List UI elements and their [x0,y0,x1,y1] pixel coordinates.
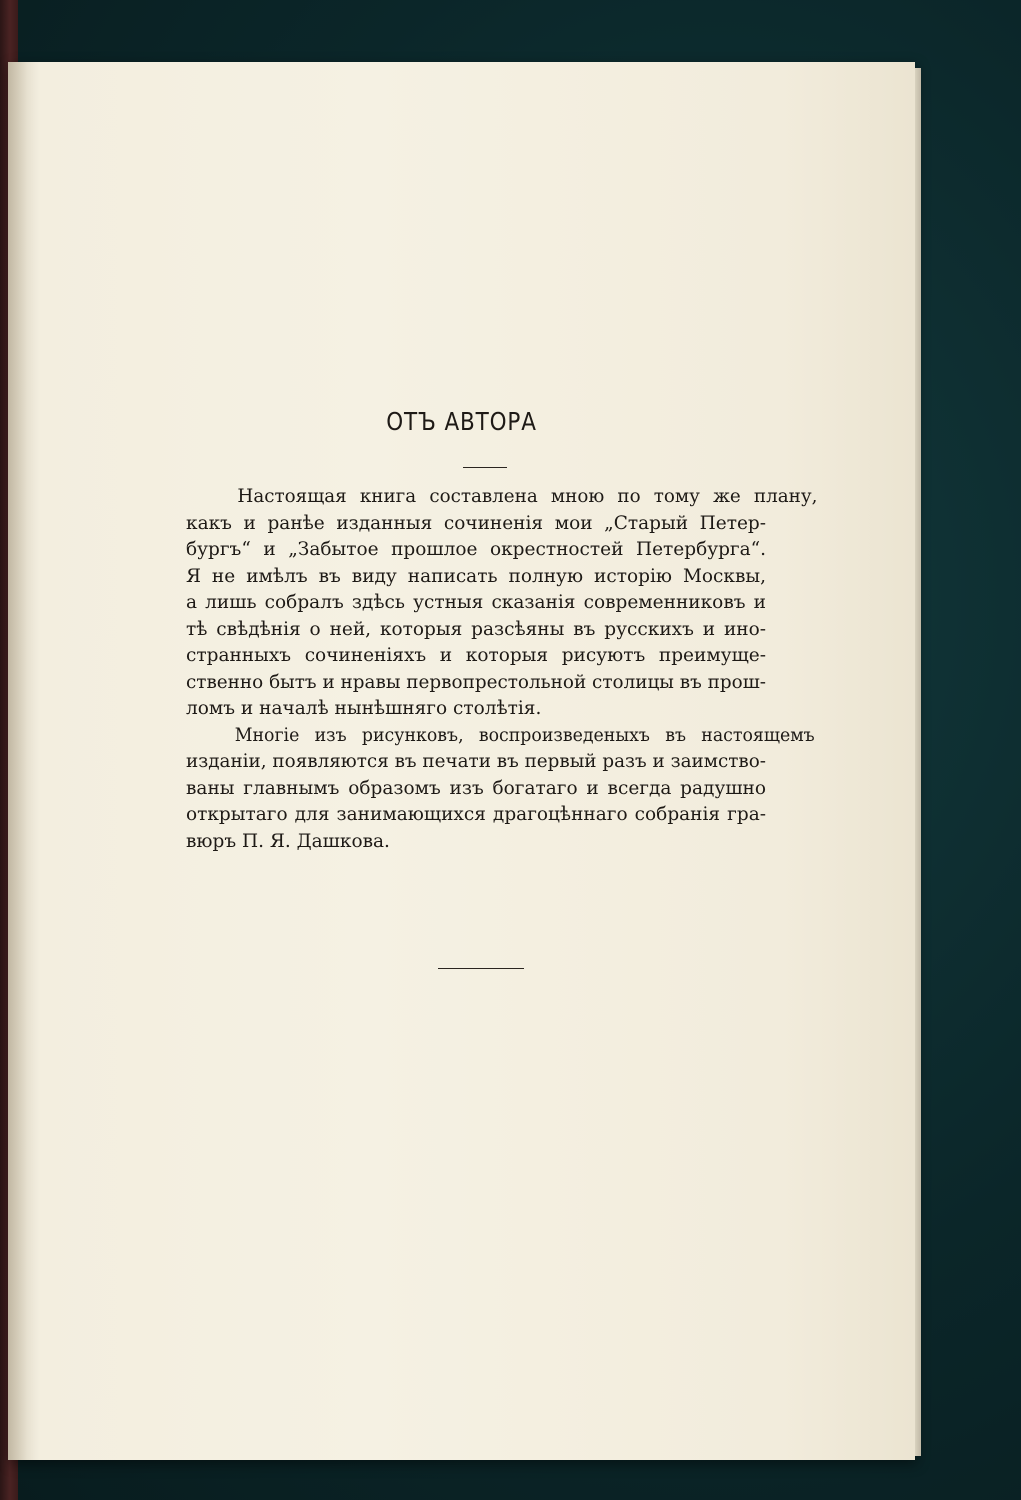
text-line: а лишь собралъ здѣсь устныя сказанія современниковъ и [186,592,766,613]
text-line: ломъ и началѣ нынѣшняго столѣтія. [186,698,542,719]
page-stack-edge [915,68,921,1456]
end-divider [438,968,524,969]
preface-text [186,484,818,855]
text-line: Многіе изъ рисунковъ, воспроизведеныхъ въ настоящемъ [234,724,815,746]
text-line: Настоящая книга составлена мною по тому же плану, [237,486,818,507]
text-line: открытаго для занимающихся драгоцѣннаго собранія гра- [186,804,766,825]
text-line: ваны главнымъ образомъ изъ богатаго и всегда радушно [186,777,766,799]
page-gutter-shadow [8,62,40,1460]
text-line: бургъ“ и „Забытое прошлое окрестностей Петербурга“. [186,539,766,560]
text-line: ственно бытъ и нравы первопрестольной столицы въ прош- [186,671,766,693]
page-title: ОТЪ АВТОРА [386,407,537,436]
text-line: Я не имѣлъ въ виду написать полную исторію Москвы, [186,565,766,587]
book-page [8,62,915,1460]
text-line: странныхъ сочиненіяхъ и которыя рисуютъ преимуще- [186,645,766,666]
text-line: тѣ свѣдѣнія о ней, которыя разсѣяны въ русскихъ и ино- [186,618,766,640]
text-line: вюръ П. Я. Дашкова. [186,830,390,852]
text-line: какъ и ранѣе изданныя сочиненія мои „Старый Петер- [186,512,766,534]
title-divider [463,467,507,468]
text-line: изданіи, появляются въ печати въ первый разъ и заимство- [186,751,766,772]
